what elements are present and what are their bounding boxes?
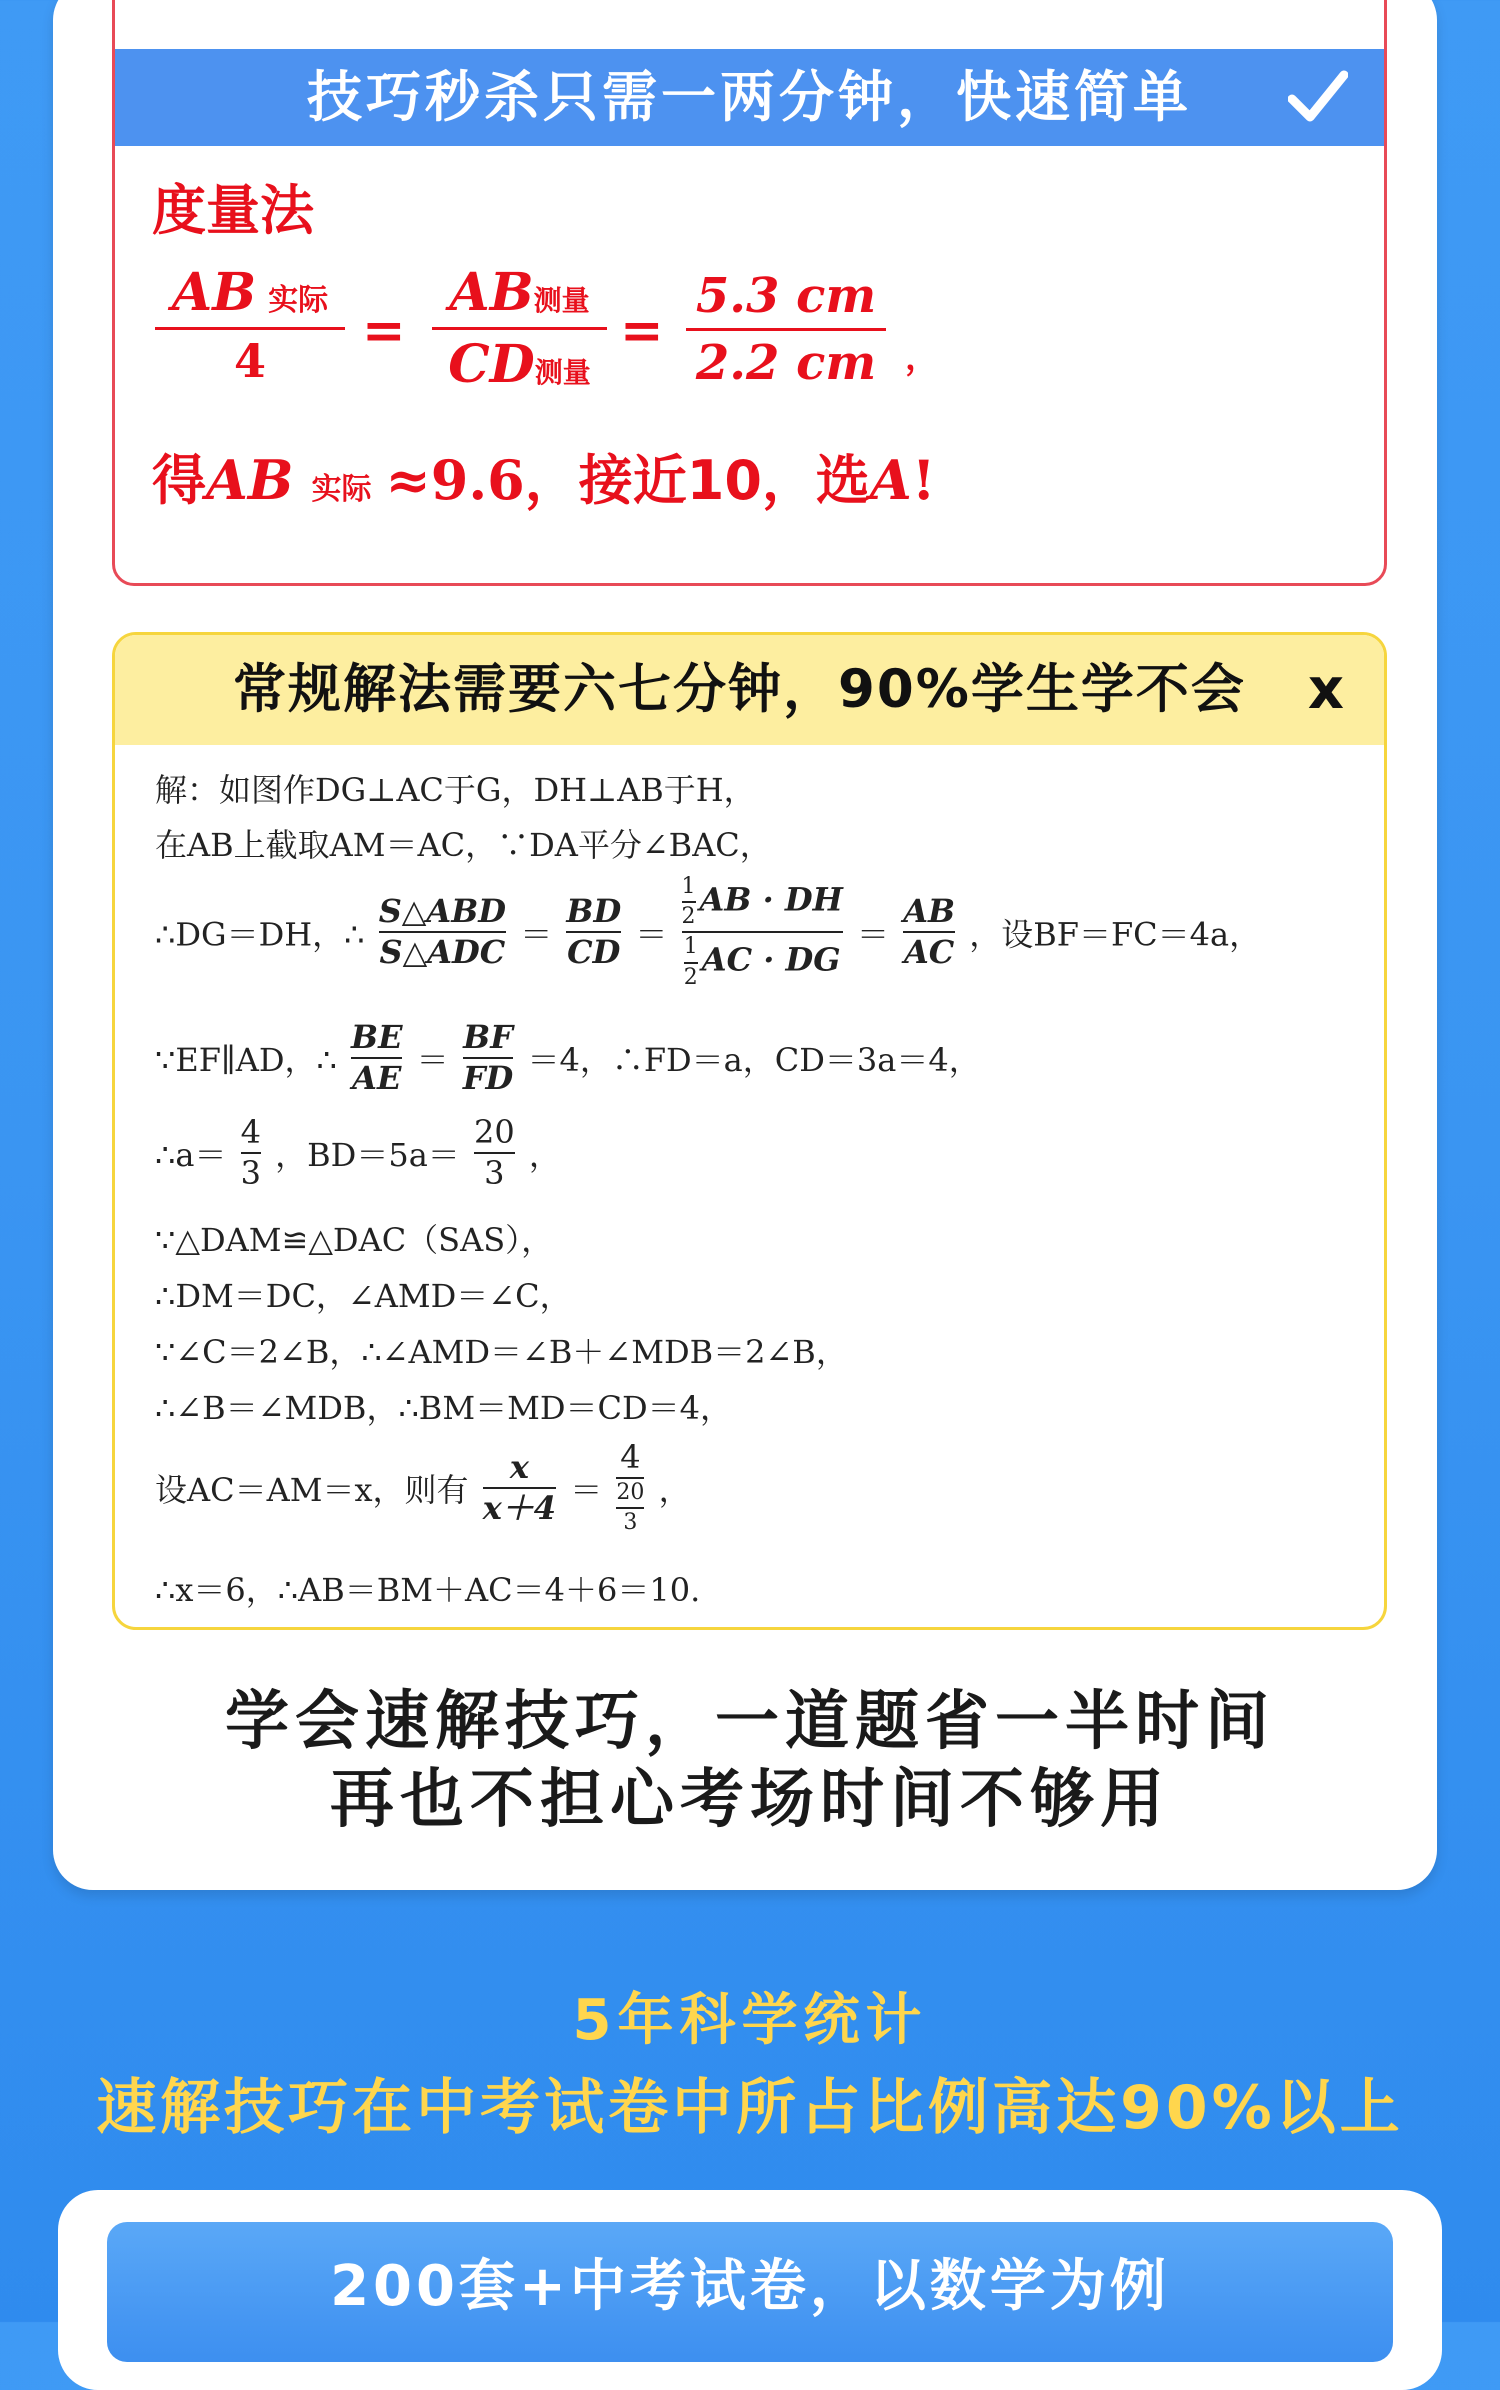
method-title: 度量法 bbox=[152, 179, 314, 242]
stats-line-1: 5年科学统计 bbox=[572, 1988, 928, 2053]
regular-method-header bbox=[115, 635, 1384, 745]
regular-method-box bbox=[112, 632, 1387, 1630]
formula-fraction-measured: AB测量 CD测量 bbox=[432, 262, 607, 395]
regular-method-title: 常规解法需要六七分钟，90%学生学不会 bbox=[233, 659, 1246, 720]
solution-line-10: 设AC＝AM＝x，则有 $\frac{x}{x+4}$ ＝ $\frac{4}{\frac{20}{3}}$ ， bbox=[155, 1438, 691, 1536]
stats-line-2: 速解技巧在中考试卷中所占比例高达90%以上 bbox=[96, 2073, 1404, 2143]
solution-line-11: ∴x＝6，∴AB＝BM＋AC＝4＋6＝10. bbox=[155, 1571, 701, 1609]
solution-line-4: ∵EF∥AD，∴ $\frac{BE}{AE}$ ＝ $\frac{BF}{FD}$ ＝4，∴FD＝a，CD＝3a＝4， bbox=[155, 1018, 981, 1098]
formula-equals-2: = bbox=[620, 300, 664, 361]
checkmark-icon bbox=[1288, 69, 1348, 125]
solution-line-7: ∴DM＝DC，∠AMD＝∠C， bbox=[155, 1277, 572, 1315]
banner-text: 技巧秒杀只需一两分钟，快速简单 bbox=[306, 65, 1192, 129]
highlight-line-1: 学会速解技巧，一道题省一半时间 bbox=[0, 1670, 1500, 1762]
solution-line-6: ∵△DAM≌△DAC（SAS）， bbox=[155, 1221, 554, 1259]
result-line: 得AB 实际 ≈9.6，接近10，选A! bbox=[152, 448, 936, 512]
solution-line-1: 解：如图作DG⊥AC于G，DH⊥AB于H， bbox=[155, 771, 756, 809]
quick-method-banner bbox=[115, 49, 1384, 146]
solution-line-8: ∵∠C＝2∠B，∴∠AMD＝∠B＋∠MDB＝2∠B， bbox=[155, 1333, 848, 1371]
solution-line-9: ∴∠B＝∠MDB，∴BM＝MD＝CD＝4， bbox=[155, 1389, 733, 1427]
highlight-line-2: 再也不担心考场时间不够用 bbox=[0, 1748, 1500, 1840]
solution-line-5: ∴a＝ $\frac{4}{3}$ ，BD＝5a＝ $\frac{20}{3}$ ， bbox=[155, 1113, 561, 1193]
solution-line-3: ∴DG＝DH，∴ S△ABD S△ADC ＝ $\frac{BD}{CD}$ ＝ $\frac{1}{2}$ AB · DH $\frac{1}{2}$ AC · DG ＝ $\frac{AB}{AC}$ ，设BF＝FC＝4a， bbox=[155, 874, 1262, 990]
formula-fraction-cm: 5.3 cm 2.2 cm bbox=[686, 268, 886, 391]
solution-line-2: 在AB上截取AM＝AC，∵DA平分∠BAC， bbox=[155, 826, 772, 864]
formula-comma: ， bbox=[905, 338, 939, 378]
exam-papers-button[interactable]: 200套+中考试卷，以数学为例 bbox=[107, 2222, 1393, 2362]
formula-equals-1: = bbox=[362, 300, 406, 361]
formula-fraction-actual: AB 实际 4 bbox=[155, 262, 345, 388]
x-mark-icon: x bbox=[1307, 657, 1344, 722]
